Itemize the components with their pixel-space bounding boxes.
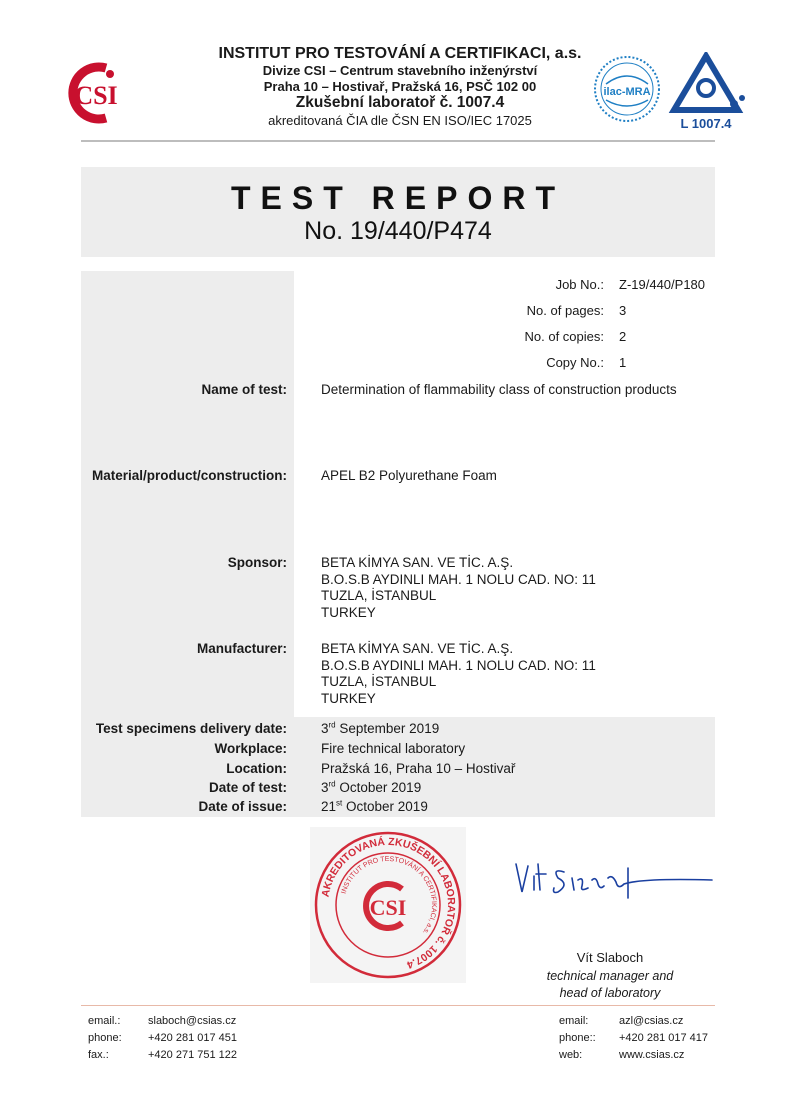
sponsor-address <box>321 555 596 621</box>
manufacturer-line: BETA KİMYA SAN. VE TİC. A.Ş. <box>321 641 514 656</box>
location-label: Location: <box>226 761 287 776</box>
sponsor-line: TURKEY <box>321 604 376 620</box>
workplace-value: Fire technical laboratory <box>321 741 466 756</box>
test-name-value: Determination of flammability class of construction products <box>321 382 677 397</box>
pages-label: No. of pages: <box>526 303 604 318</box>
issue-day: 21 <box>321 799 337 814</box>
signatory-role <box>520 968 700 1001</box>
header-text <box>150 44 650 129</box>
copy-no-label: Copy No.: <box>546 355 604 370</box>
material-value: APEL B2 Polyurethane Foam <box>321 468 497 483</box>
test-date-value <box>321 780 421 797</box>
manufacturer-line: B.O.S.B AYDINLI MAH. 1 NOLU CAD. NO: 11 <box>321 657 596 673</box>
manufacturer-address <box>321 641 596 707</box>
footer-right-email-label: email: <box>559 1015 589 1027</box>
footer-left-email-label: email.: <box>88 1015 121 1027</box>
job-no-label: Job No.: <box>555 277 604 292</box>
test-ordinal: rd <box>328 779 336 789</box>
issue-date-label: Date of issue: <box>198 799 287 814</box>
institute-name: INSTITUT PRO TESTOVÁNÍ A CERTIFIKACI, a.s. <box>218 45 582 62</box>
footer-web-label: web: <box>559 1049 583 1061</box>
sponsor-label: Sponsor: <box>227 555 287 570</box>
test-name-label: Name of test: <box>201 382 287 397</box>
footer-fax-label: fax.: <box>88 1049 109 1061</box>
footer-left-phone-label: phone: <box>88 1032 122 1044</box>
accreditation-note: akreditovaná ČIA dle ČSN EN ISO/IEC 17025 <box>268 112 532 128</box>
pages-value: 3 <box>619 303 627 318</box>
stamp-logo-text: CSI <box>369 895 407 920</box>
material-label: Material/product/construction: <box>91 468 287 483</box>
handwritten-signature <box>512 858 718 902</box>
manufacturer-line: TURKEY <box>321 690 376 706</box>
location-value: Pražská 16, Praha 10 – Hostivař <box>321 761 516 776</box>
stamp-inner-text: INSTITUT PRO TESTOVÁNÍ A CERTIFIKACI, a.s. <box>340 855 438 936</box>
footer-right-email[interactable]: azl@csias.cz <box>619 1015 684 1027</box>
delivery-day: 3 <box>321 721 329 736</box>
footer-left-phone: +420 281 017 451 <box>148 1032 238 1044</box>
signatory-name: Vít Slaboch <box>576 950 644 965</box>
delivery-ordinal: rd <box>328 720 336 730</box>
issue-ordinal: st <box>336 798 343 808</box>
footer-left-email[interactable]: slaboch@csias.cz <box>148 1015 237 1027</box>
test-date-label: Date of test: <box>208 780 287 795</box>
manufacturer-line: TUZLA, İSTANBUL <box>321 674 437 689</box>
footer-divider <box>81 1005 715 1006</box>
sponsor-line: B.O.S.B AYDINLI MAH. 1 NOLU CAD. NO: 11 <box>321 571 596 587</box>
footer-right-phone-label: phone:: <box>559 1032 596 1044</box>
report-title: TEST REPORT <box>230 180 565 216</box>
institute-address: Praha 10 – Hostivař, Pražská 16, PSČ 102 00 <box>263 78 537 94</box>
copies-value: 2 <box>619 329 627 344</box>
test-month-year: October 2019 <box>335 780 422 795</box>
test-day: 3 <box>321 780 329 795</box>
laboratory-stamp <box>310 827 466 983</box>
cia-logo <box>668 52 750 132</box>
title-block <box>81 167 715 257</box>
cia-code: L 1007.4 <box>680 116 732 131</box>
sponsor-line: TUZLA, İSTANBUL <box>321 588 437 603</box>
footer-fax: +420 271 751 122 <box>148 1049 238 1061</box>
issue-month-year: October 2019 <box>342 799 428 814</box>
report-number: No. 19/440/P474 <box>304 217 492 245</box>
csi-logo <box>62 60 128 126</box>
svg-text:CSI: CSI <box>74 81 118 110</box>
delivery-month-year: September 2019 <box>335 721 440 736</box>
job-no-value: Z-19/440/P180 <box>619 277 706 292</box>
workplace-label: Workplace: <box>214 741 287 756</box>
stamp-ring-text: AKREDITOVANÁ ZKUŠEBNÍ LABORATOŘ č. 1007.4 <box>319 835 458 971</box>
lab-name: Zkušební laboratoř č. 1007.4 <box>295 94 505 112</box>
header-divider <box>81 140 715 142</box>
signatory-role-line: technical manager and <box>546 969 674 983</box>
copies-label: No. of copies: <box>524 329 604 344</box>
copy-no-value: 1 <box>619 355 627 370</box>
svg-text:ilac-MRA: ilac-MRA <box>603 86 651 98</box>
issue-date-value <box>321 799 428 816</box>
ilac-mra-logo <box>592 54 662 124</box>
footer-web[interactable]: www.csias.cz <box>619 1049 685 1061</box>
sponsor-line: BETA KİMYA SAN. VE TİC. A.Ş. <box>321 555 514 570</box>
division-name: Divize CSI – Centrum stavebního inženýrství <box>262 63 538 79</box>
delivery-date-value <box>321 721 439 738</box>
delivery-date-label: Test specimens delivery date: <box>95 721 287 736</box>
signatory-role-line: head of laboratory <box>559 985 661 1000</box>
footer-right-phone: +420 281 017 417 <box>619 1032 709 1044</box>
manufacturer-label: Manufacturer: <box>196 641 287 656</box>
